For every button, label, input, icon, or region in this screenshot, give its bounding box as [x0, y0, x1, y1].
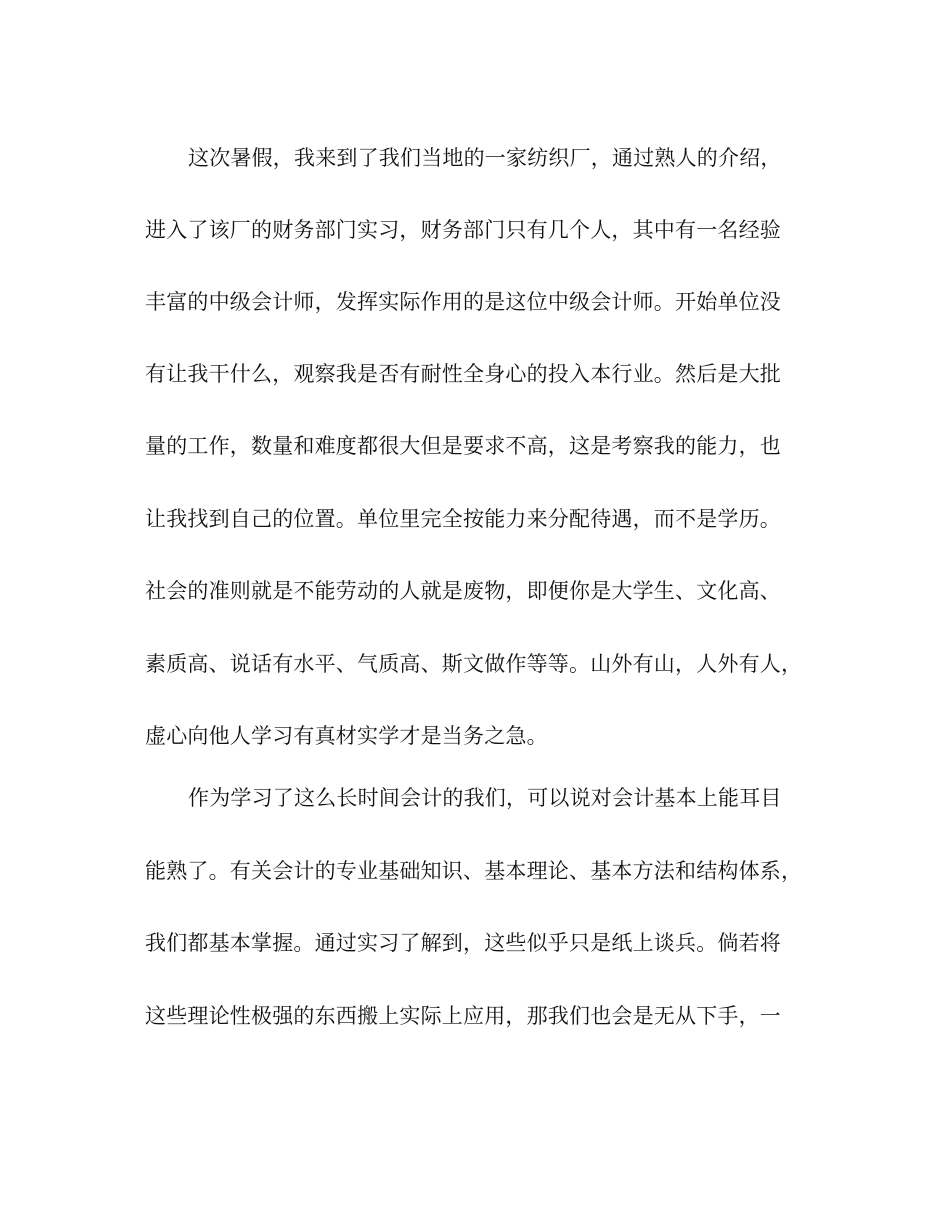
paragraph-1-line-1: 这次暑假，我来到了我们当地的一家纺织厂，通过熟人的介绍， [188, 146, 782, 170]
paragraph-1-line-5: 量的工作，数量和难度都很大但是要求不高，这是考察我的能力，也 [145, 434, 781, 458]
paragraph-1-line-6: 让我找到自己的位置。单位里完全按能力来分配待遇，而不是学历。 [145, 507, 781, 531]
paragraph-1-line-4: 有让我干什么，观察我是否有耐性全身心的投入本行业。然后是大批 [145, 362, 781, 386]
paragraph-2-line-1: 作为学习了这么长时间会计的我们，可以说对会计基本上能耳目 [188, 786, 782, 810]
paragraph-1-line-3: 丰富的中级会计师，发挥实际作用的是这位中级会计师。开始单位没 [145, 290, 781, 314]
paragraph-1-line-2: 进入了该厂的财务部门实习，财务部门只有几个人，其中有一名经验 [145, 218, 781, 242]
paragraph-1-line-9: 虚心向他人学习有真材实学才是当务之急。 [145, 724, 548, 748]
paragraph-2-line-3: 我们都基本掌握。通过实习了解到，这些似乎只是纸上谈兵。倘若将 [145, 931, 781, 955]
paragraph-1-line-8: 素质高、说话有水平、气质高、斯文做作等等。山外有山，人外有人， [145, 652, 803, 676]
paragraph-2-line-4: 这些理论性极强的东西搬上实际上应用，那我们也会是无从下手，一 [145, 1004, 781, 1028]
paragraph-1-line-7: 社会的准则就是不能劳动的人就是废物，即便你是大学生、文化高、 [145, 579, 781, 603]
paragraph-2-line-2: 能熟了。有关会计的专业基础知识、基本理论、基本方法和结构体系， [145, 859, 803, 883]
